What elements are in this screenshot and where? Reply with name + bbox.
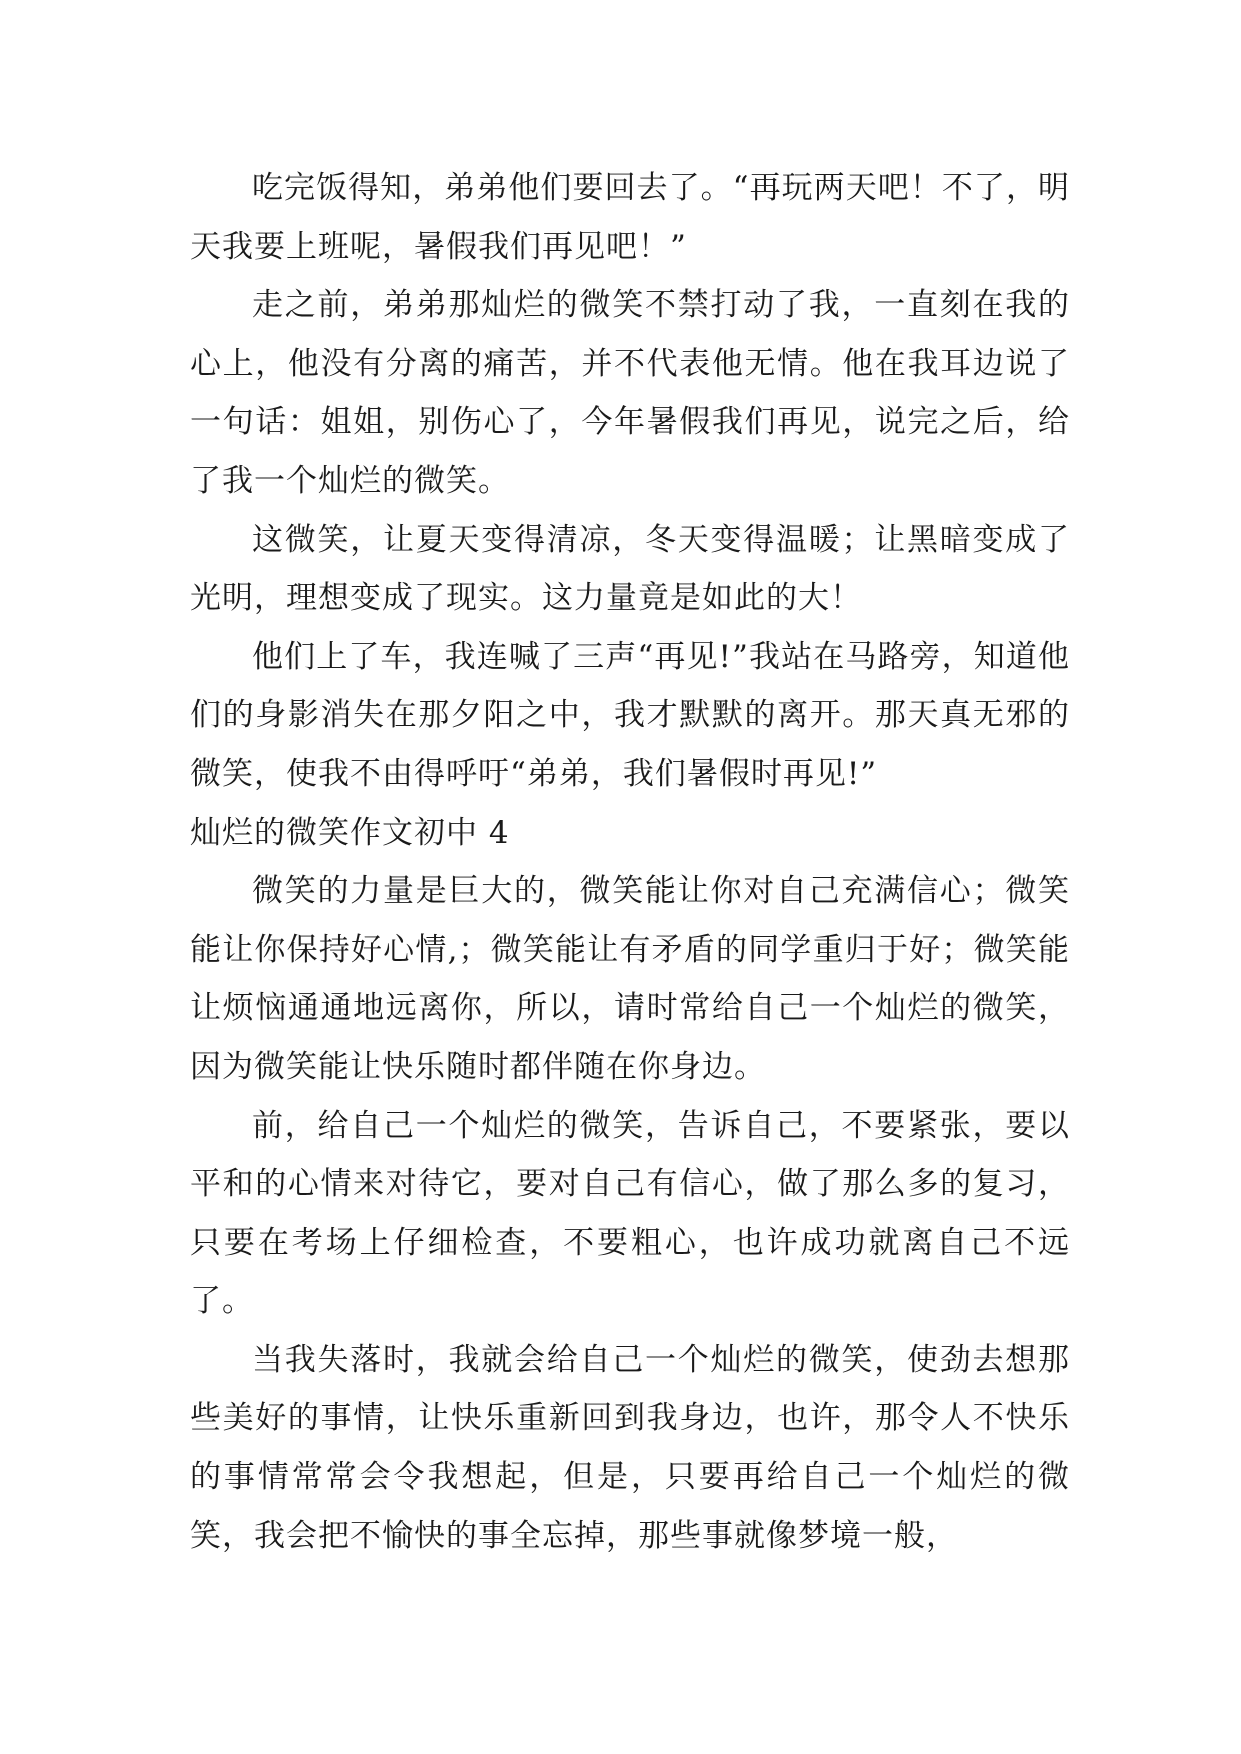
paragraph: 前，给自己一个灿烂的微笑，告诉自己，不要紧张，要以平和的心情来对待它，要对自己有信心，做了那么多的复习，只要在考场上仔细检查，不要粗心，也许成功就离自己不远了。 [190,1107,1070,1320]
document-body [190,159,1070,1565]
paragraph: 走之前，弟弟那灿烂的微笑不禁打动了我，一直刻在我的心上，他没有分离的痛苦，并不代表他无情。他在我耳边说了一句话：姐姐，别伤心了，今年暑假我们再见，说完之后，给了我一个灿烂的微笑。 [190,287,1070,499]
paragraph: 这微笑，让夏天变得清凉，冬天变得温暖；让黑暗变成了光明，理想变成了现实。这力量竟是如此的大！ [190,521,1070,617]
paragraph: 吃完饭得知，弟弟他们要回去了。“再玩两天吧！不了，明天我要上班呢，暑假我们再见吧！” [190,170,1070,265]
paragraph: 当我失落时，我就会给自己一个灿烂的微笑，使劲去想那些美好的事情，让快乐重新回到我身边，也许，那令人不快乐的事情常常会令我想起，但是，只要再给自己一个灿烂的微笑，我会把不愉快的事全忘掉，那些事就像梦境一般， [190,1341,1070,1554]
paragraph: 他们上了车，我连喊了三声“再见!”我站在马路旁，知道他们的身影消失在那夕阳之中，我才默默的离开。那天真无邪的微笑，使我不由得呼吁“弟弟，我们暑假时再见!” [190,638,1070,792]
section-heading: 灿烂的微笑作文初中 4 [190,814,510,851]
paragraph: 微笑的力量是巨大的，微笑能让你对自己充满信心；微笑能让你保持好心情,；微笑能让有矛盾的同学重归于好；微笑能让烦恼通通地远离你，所以，请时常给自己一个灿烂的微笑，因为微笑能让快乐随时都伴随在你身边。 [190,873,1070,1085]
